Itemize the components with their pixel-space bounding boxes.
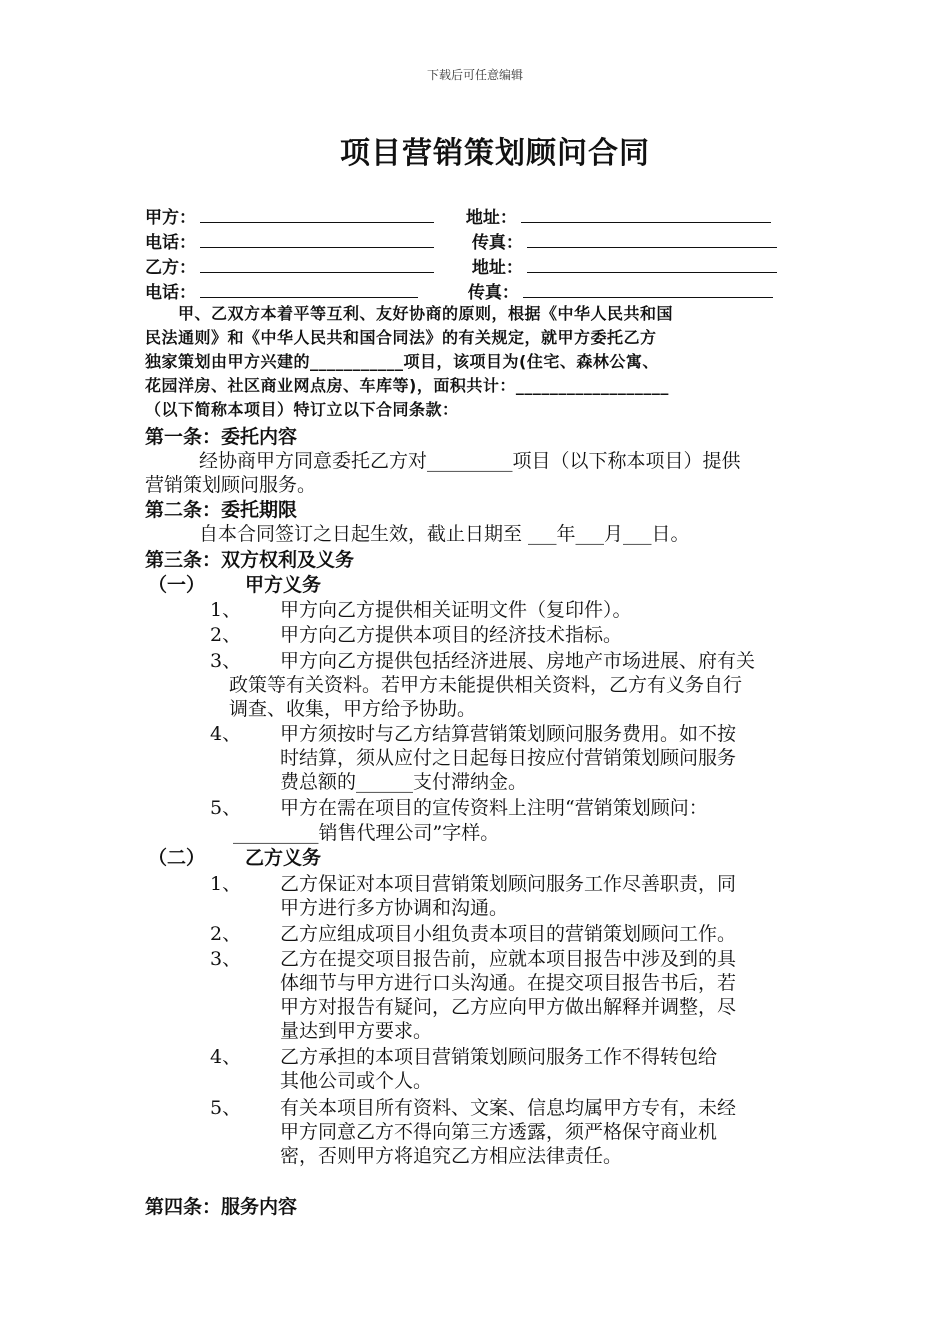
intro-line: （以下简称本项目）特订立以下合同条款： <box>145 400 459 419</box>
section-1-text: 经协商甲方同意委托乙方对_________项目（以下称本项目）提供 <box>199 450 741 472</box>
party-row-3 <box>145 253 777 278</box>
item-text: 甲方进行多方协调和沟通。 <box>280 897 509 919</box>
item-text: 甲方在需在项目的宣传资料上注明“营销策划顾问： <box>280 797 708 819</box>
section-4-heading: 第四条：服务内容 <box>145 1196 298 1218</box>
item-text: 乙方在提交项目报告前，应就本项目报告中涉及到的具 <box>280 948 737 970</box>
item-text: _________销售代理公司”字样。 <box>233 822 500 844</box>
party-label: 电话： <box>145 283 196 303</box>
section-1-heading: 第一条：委托内容 <box>145 426 298 448</box>
item-number: 2、 <box>210 624 242 646</box>
section-3-heading: 第三条：双方权利及义务 <box>145 549 355 571</box>
party-label: 地址： <box>465 208 517 228</box>
item-number: 4、 <box>210 723 242 745</box>
party-label: 地址： <box>471 258 523 278</box>
item-number: 1、 <box>210 873 242 895</box>
party-label: 传真： <box>467 283 519 303</box>
section-1-text: 营销策划顾问服务。 <box>145 474 317 496</box>
item-text: 甲方同意乙方不得向第三方透露，须严格保守商业机 <box>280 1121 718 1143</box>
item-text: 乙方保证对本项目营销策划顾问服务工作尽善职责，同 <box>280 873 737 895</box>
item-text: 乙方承担的本项目营销策划顾问服务工作不得转包给 <box>280 1046 718 1068</box>
party-label: 传真： <box>471 233 523 253</box>
item-text: 有关本项目所有资料、文案、信息均属甲方专有，未经 <box>280 1097 737 1119</box>
page-header: 下载后可任意编辑 <box>426 68 523 82</box>
item-text: 量达到甲方要求。 <box>280 1020 433 1042</box>
item-text: 甲方向乙方提供相关证明文件（复印件）。 <box>280 599 632 621</box>
blank-line <box>200 256 434 273</box>
item-number: 3、 <box>210 948 242 970</box>
item-number: 1、 <box>210 599 242 621</box>
party-row-2 <box>145 228 777 253</box>
item-number: 5、 <box>210 1097 242 1119</box>
item-number: 2、 <box>210 923 242 945</box>
item-text: 密，否则甲方将追究乙方相应法律责任。 <box>280 1145 623 1167</box>
subsection-title: 乙方义务 <box>245 847 322 869</box>
subsection-number: （一） <box>148 574 206 596</box>
item-text: 调查、收集，甲方给予协助。 <box>229 698 477 720</box>
item-text: 政策等有关资料。若甲方未能提供相关资料，乙方有义务自行 <box>229 674 743 696</box>
intro-line: 甲、乙双方本着平等互利、友好协商的原则，根据《中华人民共和国 <box>145 304 674 323</box>
party-row-1 <box>145 203 771 228</box>
blank-line <box>200 206 434 223</box>
item-number: 5、 <box>210 797 242 819</box>
item-text: 甲方向乙方提供包括经济进展、房地产市场进展、府有关 <box>280 650 756 672</box>
intro-line: 独家策划由甲方兴建的___________项目，该项目为(住宅、森林公寓、 <box>145 352 659 371</box>
item-text: 甲方须按时与乙方结算营销策划顾问服务费用。如不按 <box>280 723 737 745</box>
party-label: 甲方： <box>145 208 196 228</box>
item-text: 时结算，须从应付之日起每日按应付营销策划顾问服务 <box>280 747 737 769</box>
item-text: 费总额的______支付滞纳金。 <box>280 771 528 793</box>
blank-line <box>523 281 773 298</box>
party-row-4 <box>145 278 773 303</box>
section-2-heading: 第二条：委托期限 <box>145 499 298 521</box>
intro-line: 民法通则》和《中华人民共和国合同法》的有关规定，就甲方委托乙方 <box>145 328 657 347</box>
party-label: 电话： <box>145 233 196 253</box>
item-text: 其他公司或个人。 <box>280 1070 433 1092</box>
item-text: 乙方应组成项目小组负责本项目的营销策划顾问工作。 <box>280 923 737 945</box>
subsection-number: （二） <box>148 847 206 869</box>
intro-line: 花园洋房、社区商业网点房、车库等)，面积共计：__________________ <box>145 376 669 395</box>
party-label: 乙方： <box>145 258 196 278</box>
intro-paragraph <box>145 302 850 422</box>
item-number: 3、 <box>210 650 242 672</box>
item-text: 甲方向乙方提供本项目的经济技术指标。 <box>280 624 623 646</box>
subsection-title: 甲方义务 <box>245 574 322 596</box>
blank-line <box>527 231 777 248</box>
section-2-text: 自本合同签订之日起生效，截止日期至 ___年___月___日。 <box>199 523 690 545</box>
item-number: 4、 <box>210 1046 242 1068</box>
blank-line <box>527 256 777 273</box>
item-text: 体细节与甲方进行口头沟通。在提交项目报告书后，若 <box>280 972 737 994</box>
item-text: 甲方对报告有疑问，乙方应向甲方做出解释并调整，尽 <box>280 996 737 1018</box>
blank-line <box>200 231 434 248</box>
blank-line <box>521 206 771 223</box>
blank-line <box>200 281 418 298</box>
document-title: 项目营销策划顾问合同 <box>340 136 650 171</box>
